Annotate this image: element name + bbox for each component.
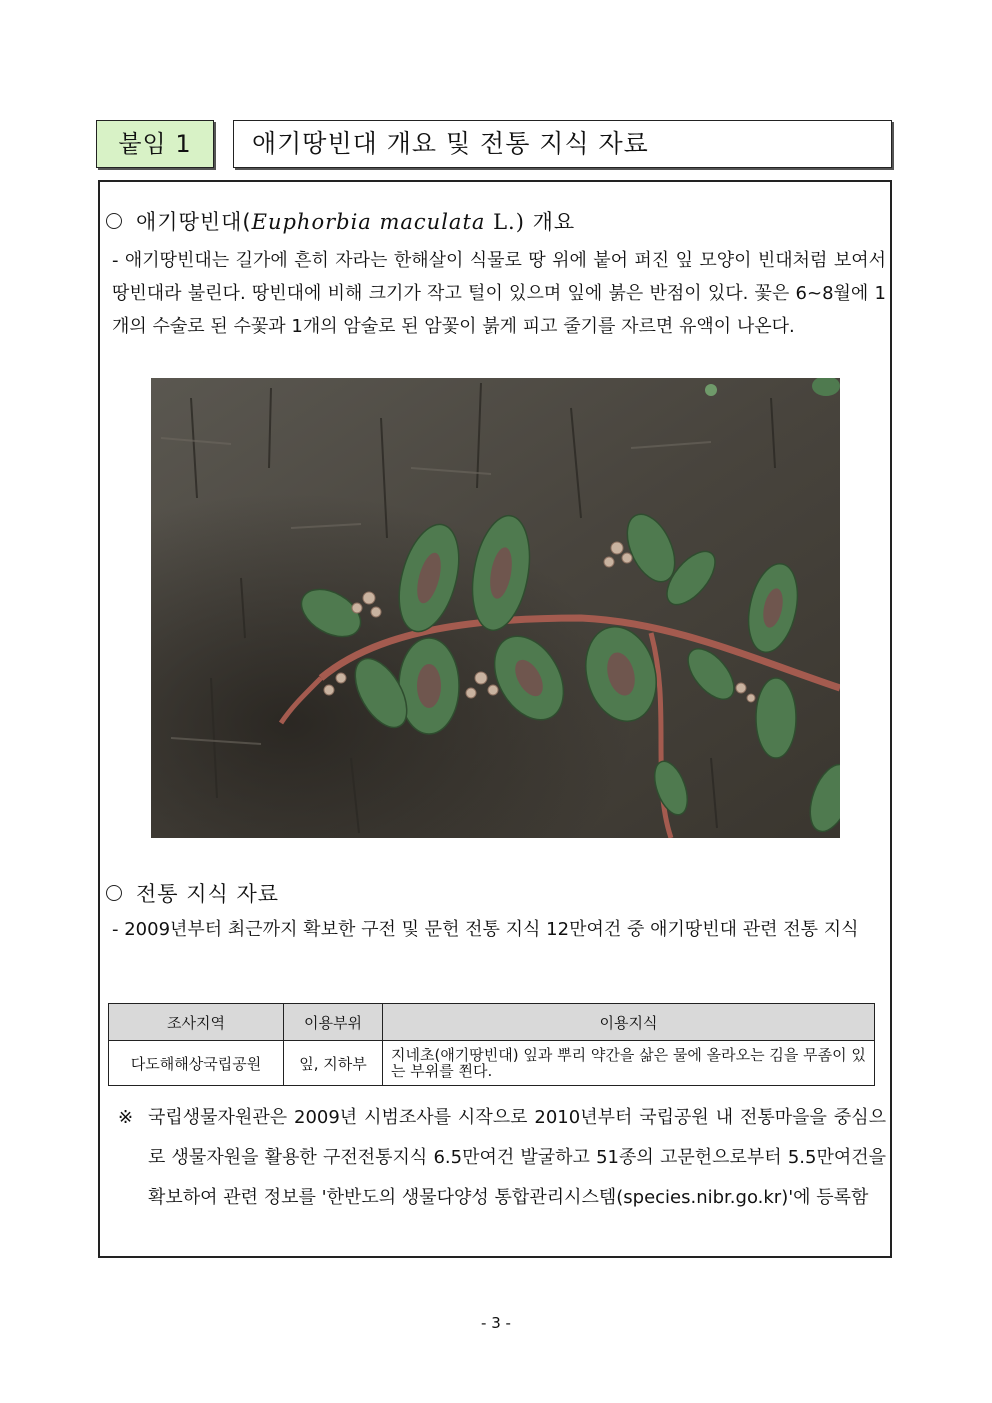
document-title: 애기땅빈대 개요 및 전통 지식 자료 [233, 120, 892, 168]
scientific-author: L.) [485, 210, 525, 234]
section2-body: - 2009년부터 최근까지 확보한 구전 및 문헌 전통 지식 12만여건 중 애기땅빈대 관련 전통 지식 [112, 919, 859, 940]
table-cell: 지네초(애기땅빈대) 잎과 뿌리 약간을 삶은 물에 올라오는 김을 무좀이 있는 부위를 쬔다. [383, 1041, 875, 1086]
attachment-tag: 붙임 1 [96, 120, 214, 168]
scientific-name: Euphorbia maculata [251, 210, 486, 234]
table-row [109, 1041, 875, 1086]
table-cell: 잎, 지하부 [284, 1041, 383, 1086]
circle-bullet-icon [106, 885, 122, 901]
section2-heading: 전통 지식 자료 [106, 878, 279, 908]
plant-photo [151, 378, 840, 838]
reference-note [118, 1098, 886, 1218]
section1-body: - 애기땅빈대는 길가에 흔히 자라는 한해살이 식물로 땅 위에 붙어 퍼진 잎 모양이 빈대처럼 보여서 땅빈대라 불린다. 땅빈대에 비해 크기가 작고 털이 있으며 잎에 붉은 반점이 있다. 꽃은 6~8월에 1개의 수술로 된 수꽃과 1개의 암술로 된 암꽃이 붉게 피고 줄기를 자르면 유액이 나온다. [112, 250, 886, 337]
traditional-knowledge-table [108, 1003, 875, 1086]
table-header: 조사지역 [109, 1004, 284, 1041]
section1-heading: 애기땅빈대(Euphorbia maculata L.) 개요 [106, 206, 575, 236]
note-mark: ※ [118, 1107, 134, 1128]
note-text: 국립생물자원관은 2009년 시범조사를 시작으로 2010년부터 국립공원 내 전통마을을 중심으로 생물자원을 활용한 구전전통지식 6.5만여건 발굴하고 51종의 고문헌으로부터 5.5만여건을 확보하여 관련 정보를 '한반도의 생물다양성 통합관리시스템(species.nibr.go.kr)'에 등록함 [148, 1107, 886, 1208]
circle-bullet-icon [106, 213, 122, 229]
table-header: 이용지식 [383, 1004, 875, 1041]
table-header: 이용부위 [284, 1004, 383, 1041]
table-cell: 다도해해상국립공원 [109, 1041, 284, 1086]
page-number: - 3 - [481, 1314, 511, 1332]
